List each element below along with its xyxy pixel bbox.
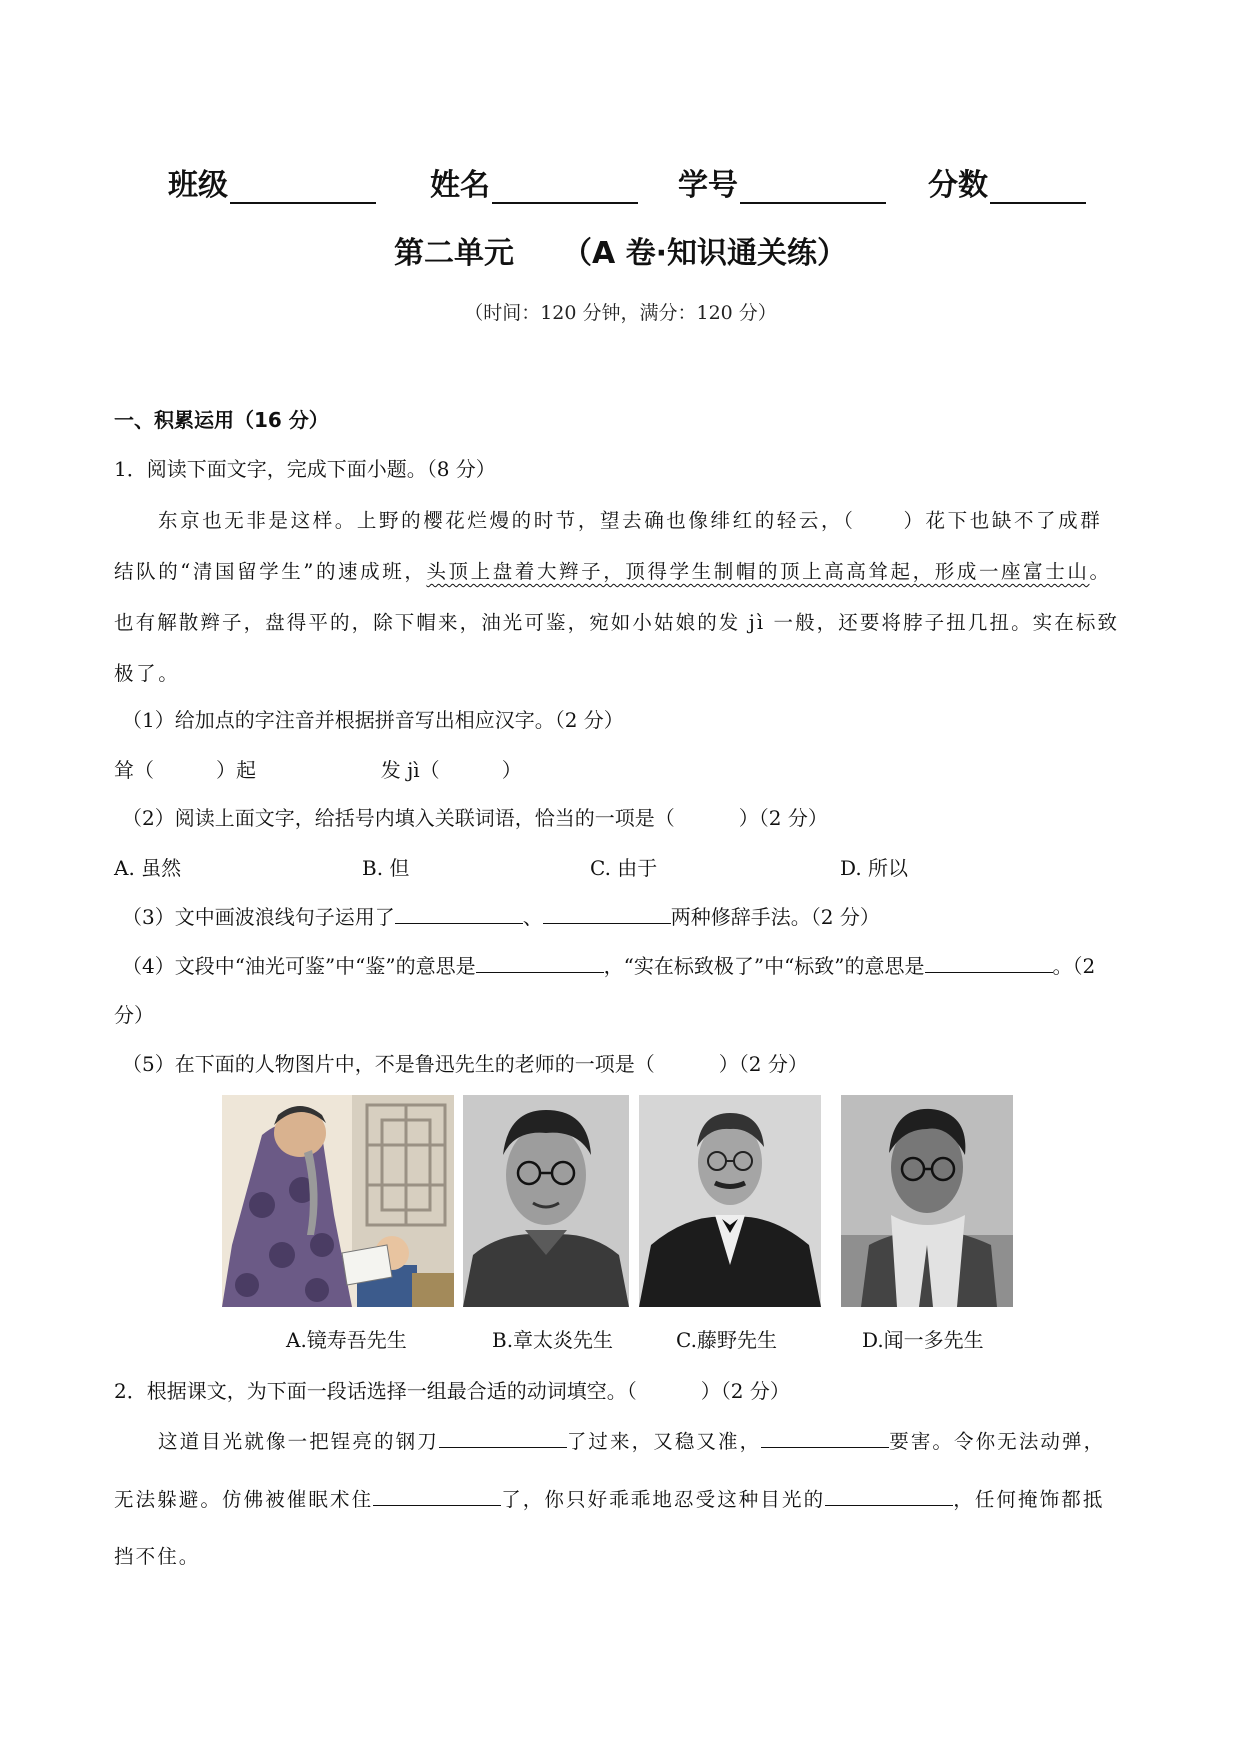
passage-line-3: 也有解散辫子，盘得平的，除下帽来，油光可鉴，宛如小姑娘的发 jì 一般，还要将脖子扭几扭。实在标致 [114, 611, 1120, 634]
name-label: 姓名 [430, 168, 490, 203]
portrait-b-caption: B.章太炎先生 [492, 1328, 614, 1352]
option-b[interactable]: B. 但 [362, 856, 410, 880]
portrait-c-photo [639, 1095, 821, 1307]
student-id-label: 学号 [678, 168, 738, 203]
class-field [168, 160, 376, 204]
score-blank[interactable] [990, 170, 1086, 204]
option-d[interactable]: D. 所以 [840, 856, 909, 880]
portrait-a-illustration [222, 1095, 454, 1307]
class-label: 班级 [168, 168, 228, 203]
student-id-blank[interactable] [740, 170, 886, 204]
portrait-b-photo [463, 1095, 629, 1307]
rhetoric-blank-2[interactable] [543, 903, 671, 924]
question-2-stem: 2．根据课文，为下面一段话选择一组最合适的动词填空。（ ）（2 分） [114, 1379, 790, 1403]
name-blank[interactable] [492, 170, 638, 204]
rhetoric-blank-1[interactable] [395, 903, 523, 924]
verb-blank-1[interactable] [439, 1427, 567, 1448]
name-field [430, 160, 638, 204]
page-title [0, 228, 1241, 272]
meaning-blank-1[interactable] [476, 952, 604, 973]
class-blank[interactable] [230, 170, 376, 204]
meaning-blank-2[interactable] [925, 952, 1053, 973]
wavy-underlined-sentence: 头顶上盘着大辫子，顶得学生制帽的顶上高高耸起，形成一座富士山 [426, 560, 1090, 583]
passage-line-1: 东京也无非是这样。上野的樱花烂熳的时节，望去确也像绯红的轻云，（ ）花下也缺不了成群 [158, 509, 1103, 532]
option-c[interactable]: C. 由于 [590, 856, 658, 880]
score-label: 分数 [928, 168, 988, 203]
sub-question-1: （1）给加点的字注音并根据拼音写出相应汉字。（2 分） [122, 708, 624, 732]
verb-blank-2[interactable] [761, 1427, 889, 1448]
option-a[interactable]: A. 虽然 [114, 856, 182, 880]
q2-passage-line-3: 挡不住。 [114, 1545, 201, 1568]
section-heading: 一、积累运用（16 分） [114, 408, 329, 432]
passage-line-4: 极了。 [114, 662, 181, 685]
portrait-d-caption: D.闻一多先生 [862, 1328, 984, 1352]
sub-question-4: （4）文段中“油光可鉴”中“鉴”的意思是 ，“实在标致极了”中“标致”的意思是 。（2 [122, 954, 1096, 978]
sub-question-5: （5）在下面的人物图片中，不是鲁迅先生的老师的一项是（ ）（2 分） [122, 1052, 808, 1076]
student-id-field [678, 160, 886, 204]
passage-line-2: 结队的“清国留学生”的速成班，头顶上盘着大辫子，顶得学生制帽的顶上高高耸起，形成一座富士山。 [114, 560, 1112, 583]
sub-question-3: （3）文中画波浪线句子运用了 、 两种修辞手法。（2 分） [122, 905, 880, 929]
verb-blank-3[interactable] [373, 1485, 501, 1506]
paper-title: （A 卷·知识通关练） [561, 236, 848, 271]
q2-passage-line-1: 这道目光就像一把锃亮的钢刀 了过来，又稳又准， 要害。令你无法动弹， [158, 1426, 1105, 1454]
portrait-a-caption: A.镜寿吾先生 [286, 1328, 407, 1352]
unit-title: 第二单元 [393, 236, 514, 271]
sub-question-1-answers: 耸（ ）起 发 jì（ ） [114, 758, 522, 782]
verb-blank-4[interactable] [825, 1485, 953, 1506]
sub-question-4-cont: 分） [114, 1003, 154, 1027]
q2-passage-line-2: 无法躲避。仿佛被催眠术住 了，你只好乖乖地忍受这种目光的 ，任何掩饰都抵 [114, 1484, 1104, 1512]
score-field [928, 160, 1086, 204]
sub-question-2: （2）阅读上面文字，给括号内填入关联词语，恰当的一项是（ ）（2 分） [122, 806, 828, 830]
question-1-stem: 1．阅读下面文字，完成下面小题。（8 分） [114, 457, 496, 481]
portrait-c-caption: C.藤野先生 [676, 1328, 777, 1352]
exam-time-info: （时间：120 分钟，满分：120 分） [464, 302, 777, 324]
portrait-d-photo [841, 1095, 1013, 1307]
student-info-row [168, 160, 1088, 204]
